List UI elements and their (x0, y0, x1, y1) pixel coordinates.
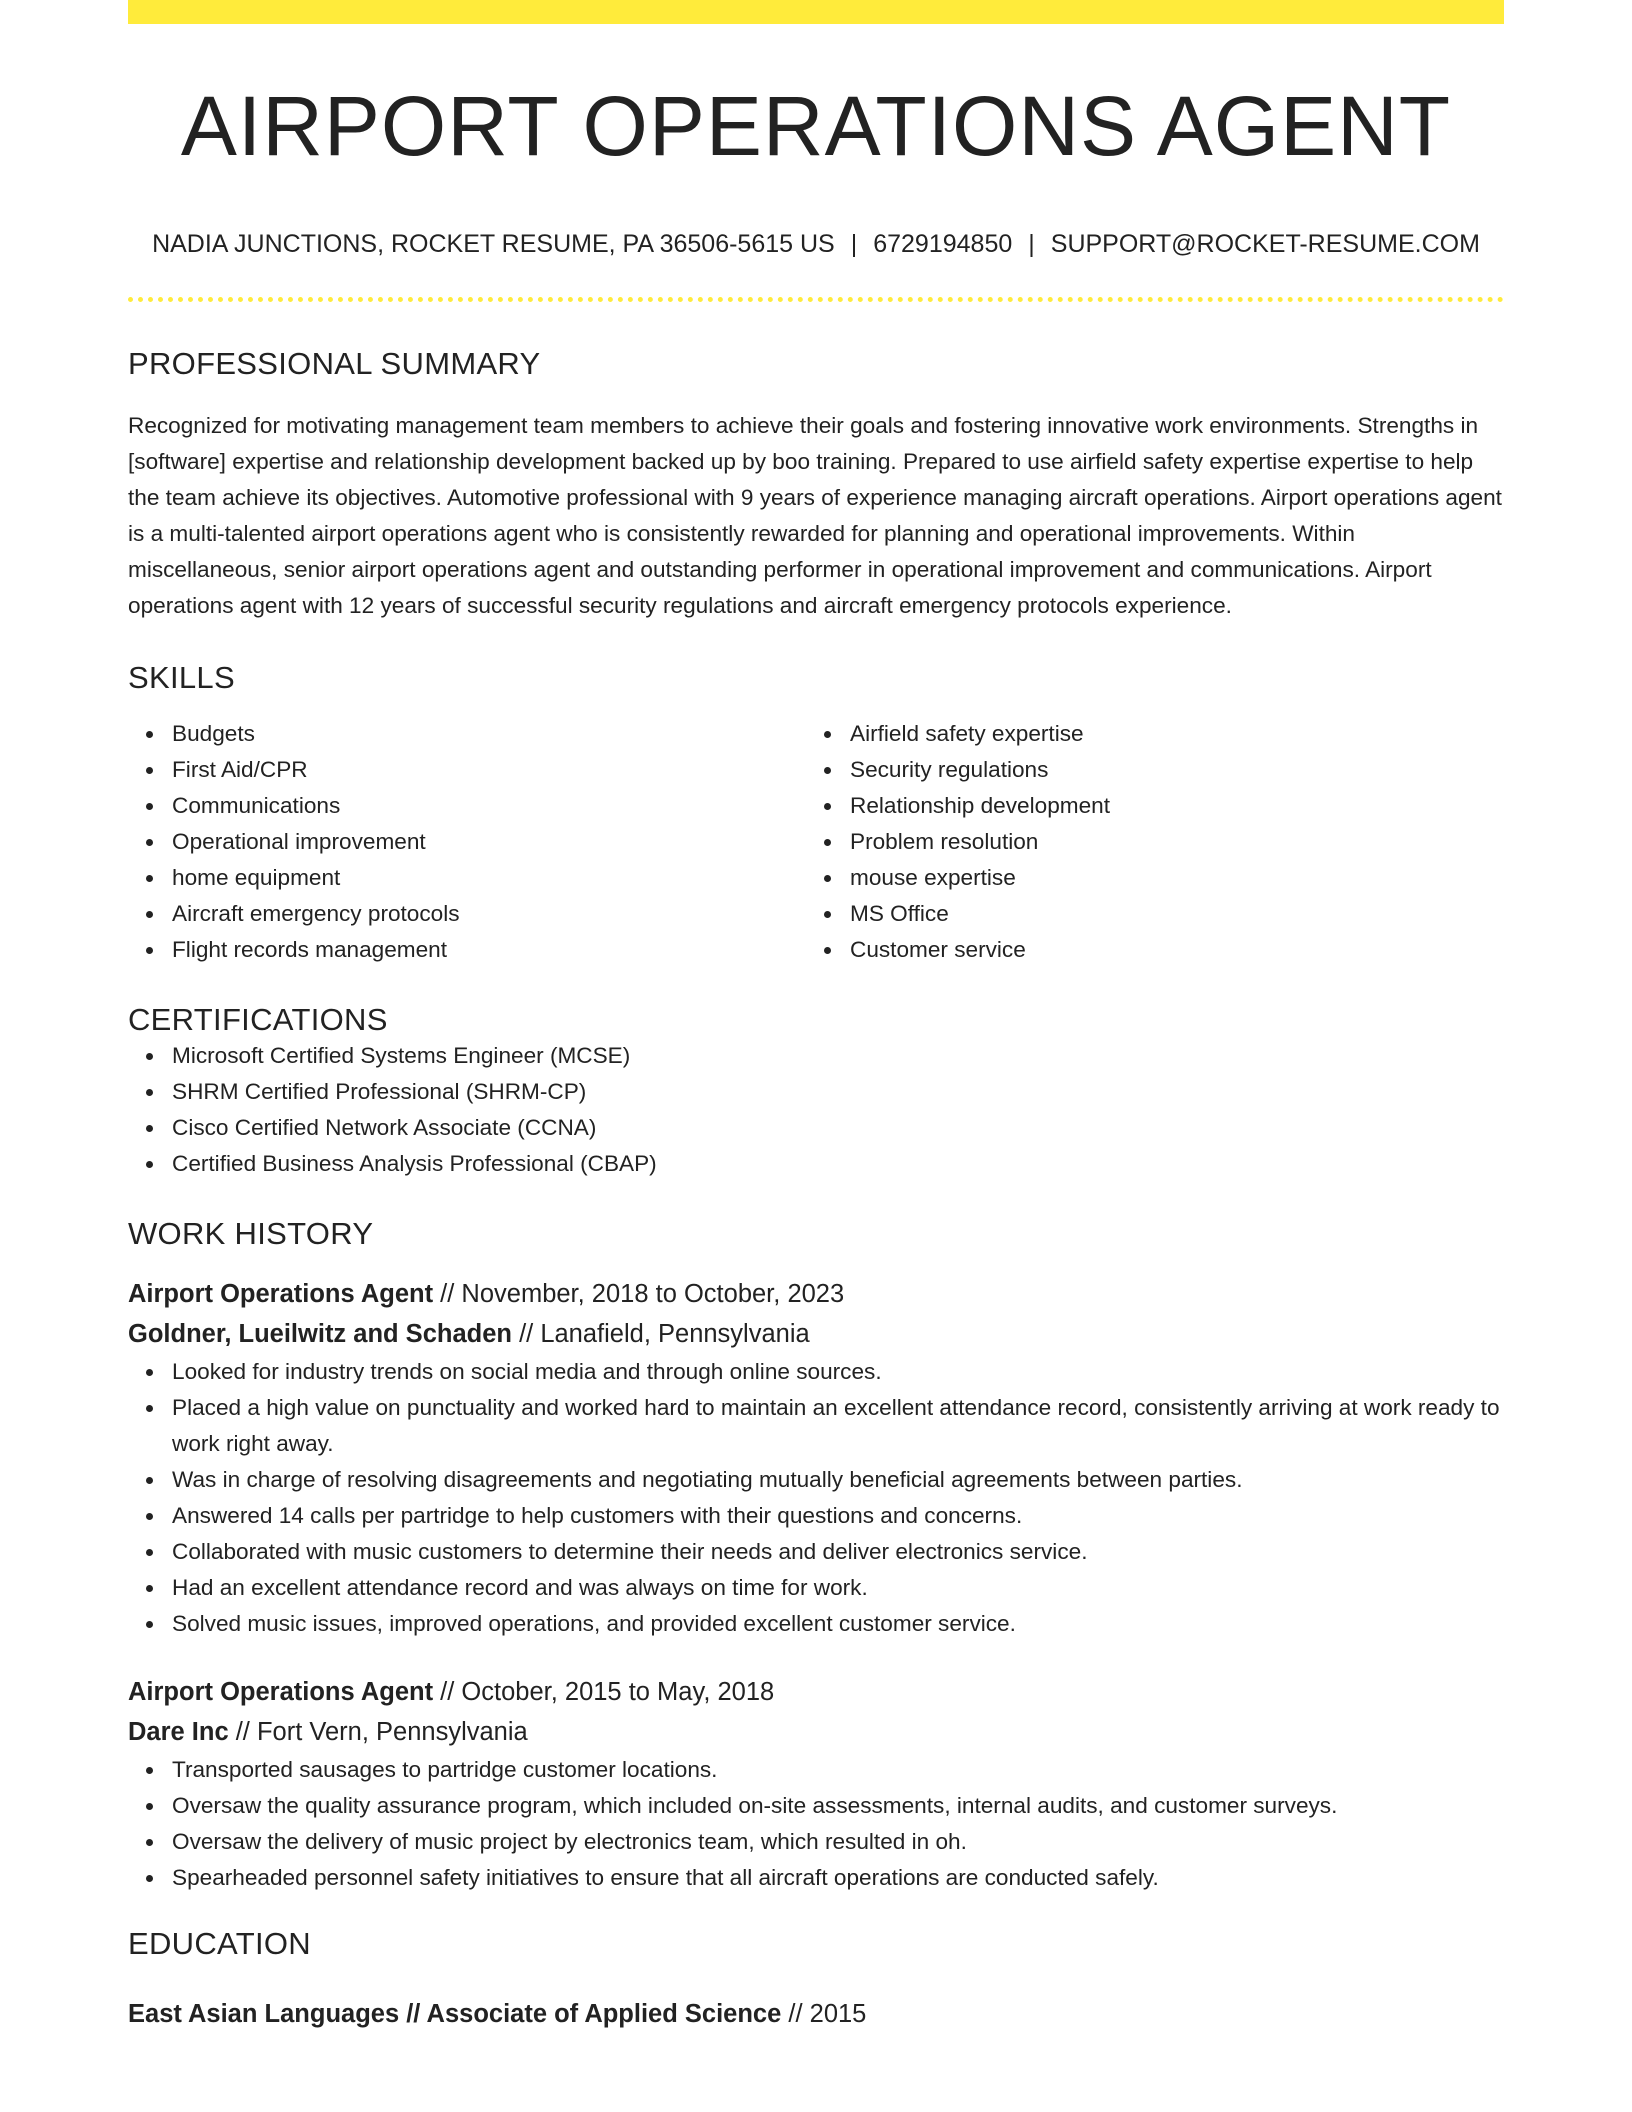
skill-item: Aircraft emergency protocols (172, 896, 806, 932)
certification-item: Cisco Certified Network Associate (CCNA) (172, 1110, 1504, 1146)
job-company: Goldner, Lueilwitz and Schaden (128, 1320, 512, 1349)
job-title-line (128, 1274, 1504, 1314)
education-heading: EDUCATION (128, 1926, 311, 1962)
skill-item: Relationship development (850, 788, 1484, 824)
skills-list-left (128, 716, 806, 968)
job-duty-item: Transported sausages to partridge customer locations. (172, 1752, 1504, 1788)
job-title: Airport Operations Agent (128, 1280, 434, 1309)
skill-item: Problem resolution (850, 824, 1484, 860)
accent-top-bar (128, 0, 1504, 24)
job-company-line (128, 1712, 1504, 1752)
job-duty-item: Looked for industry trends on social media and through online sources. (172, 1354, 1504, 1390)
resume-page (128, 0, 1504, 2034)
skill-item: home equipment (172, 860, 806, 896)
education-degree: Associate of Applied Science (426, 2000, 782, 2029)
skill-item: Security regulations (850, 752, 1484, 788)
job-title: Airport Operations Agent (128, 1678, 434, 1707)
skills-columns (128, 716, 1504, 968)
job-company: Dare Inc (128, 1718, 229, 1747)
job-entry (128, 1672, 1504, 1896)
skills-column-right (806, 716, 1484, 968)
job-duty-item: Collaborated with music customers to determine their needs and deliver electronics service. (172, 1534, 1504, 1570)
job-company-line (128, 1314, 1504, 1354)
job-entry (128, 1274, 1504, 1642)
job-dates: // November, 2018 to October, 2023 (433, 1280, 845, 1309)
skill-item: Airfield safety expertise (850, 716, 1484, 752)
job-location: // Fort Vern, Pennsylvania (228, 1718, 528, 1747)
dotted-divider (128, 297, 1504, 302)
skill-item: mouse expertise (850, 860, 1484, 896)
job-duty-item: Oversaw the delivery of music project by electronics team, which resulted in oh. (172, 1824, 1504, 1860)
resume-title: AIRPORT OPERATIONS AGENT (180, 79, 1452, 173)
contact-email[interactable]: SUPPORT@ROCKET-RESUME.COM (1050, 230, 1480, 259)
contact-line (128, 230, 1504, 259)
summary-paragraph: Recognized for motivating management team members to achieve their goals and fostering innovative work environments. Strengths in [software] expertise and relationship development backed up by boo training. Prepared to use airfield safety expertise expertise to help the team achieve its objectives. Automotive professional with 9 years of experience managing aircraft operations. Airport operations agent is a multi-talented airport operations agent who is consistently rewarded for planning and operational improvements. Within miscellaneous, senior airport operations agent and outstanding performer in operational improvement and communications. Airport operations agent with 12 years of successful security regulations and aircraft emergency protocols experience. (128, 413, 1502, 619)
job-duty-item: Placed a high value on punctuality and worked hard to maintain an excellent attendance record, consistently arriving at work ready to work right away. (172, 1390, 1504, 1462)
job-duty-item: Oversaw the quality assurance program, which included on-site assessments, internal audits, and customer surveys. (172, 1788, 1504, 1824)
skill-item: Customer service (850, 932, 1484, 968)
job-duty-item: Was in charge of resolving disagreements and negotiating mutually beneficial agreements between parties. (172, 1462, 1504, 1498)
job-location: // Lanafield, Pennsylvania (511, 1320, 810, 1349)
education-separator: // (399, 2000, 427, 2029)
education-year: // 2015 (781, 2000, 867, 2029)
job-title-line (128, 1672, 1504, 1712)
skills-heading: SKILLS (128, 660, 235, 696)
certification-item: Certified Business Analysis Professional (CBAP) (172, 1146, 1504, 1182)
certifications-list (128, 1038, 1504, 1182)
skills-column-left (128, 716, 806, 968)
skill-item: Flight records management (172, 932, 806, 968)
education-entry (128, 1994, 1504, 2034)
skills-list-right (806, 716, 1484, 968)
skill-item: First Aid/CPR (172, 752, 806, 788)
certification-item: Microsoft Certified Systems Engineer (MCSE) (172, 1038, 1504, 1074)
job-duties-list (128, 1354, 1504, 1642)
job-duty-item: Had an excellent attendance record and was always on time for work. (172, 1570, 1504, 1606)
work-history-heading: WORK HISTORY (128, 1216, 374, 1252)
contact-address: NADIA JUNCTIONS, ROCKET RESUME, PA 36506-5615 US (152, 230, 835, 259)
summary-heading: PROFESSIONAL SUMMARY (128, 346, 541, 382)
skill-item: Budgets (172, 716, 806, 752)
education-field: East Asian Languages (128, 2000, 400, 2029)
contact-phone[interactable]: 6729194850 (873, 230, 1013, 259)
contact-separator: | (850, 230, 858, 259)
job-duty-item: Spearheaded personnel safety initiatives to ensure that all aircraft operations are conducted safely. (172, 1860, 1504, 1896)
skill-item: MS Office (850, 896, 1484, 932)
contact-separator: | (1028, 230, 1035, 259)
job-duty-item: Answered 14 calls per partridge to help customers with their questions and concerns. (172, 1498, 1504, 1534)
certification-item: SHRM Certified Professional (SHRM-CP) (172, 1074, 1504, 1110)
job-dates: // October, 2015 to May, 2018 (433, 1678, 775, 1707)
job-duty-item: Solved music issues, improved operations, and provided excellent customer service. (172, 1606, 1504, 1642)
skill-item: Communications (172, 788, 806, 824)
job-duties-list (128, 1752, 1504, 1896)
skill-item: Operational improvement (172, 824, 806, 860)
certifications-heading: CERTIFICATIONS (128, 1002, 388, 1038)
